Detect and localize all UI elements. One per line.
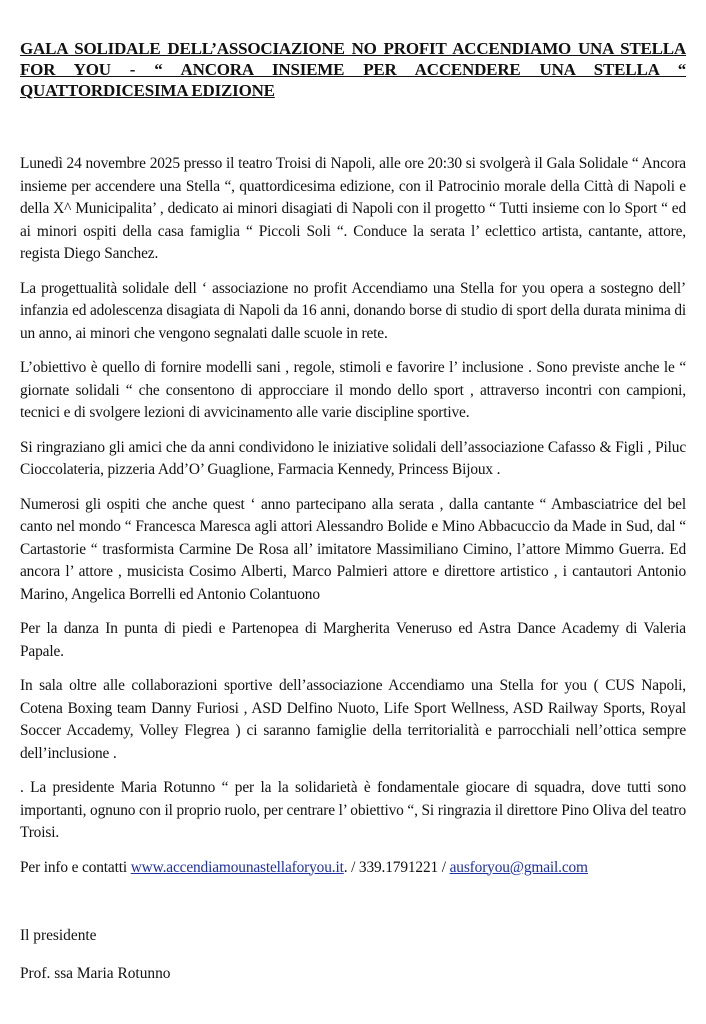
- paragraph-president-quote: . La presidente Maria Rotunno “ per la la solidarietà è fondamentale giocare di squadra, dove tutti sono importanti, ognuno con il proprio ruolo, per centrare l’ obiettivo “, Si ringrazia il direttore Pino Oliva del teatro Troisi.: [20, 779, 686, 841]
- paragraph-guests: Numerosi gli ospiti che anche quest ‘ anno partecipano alla serata , dalla cantante “ Ambasciatrice del bel canto nel mondo “ Francesca Maresca agli attori Alessandro Bolide e Mino Abbacuccio da Made in Sud, dal “ Cartastorie “ trasformista Carmine De Rosa all’ imitatore Massimiliano Cimino, l’attore Mimmo Guerra. Ed ancora l’ attore , musicista Cosimo Alberti, Marco Palmieri attore e direttore artistico , i cantautori Antonio Marino, Angelica Borrelli ed Antonio Colantuono: [20, 495, 686, 603]
- paragraph-sponsors-thanks: Si ringraziano gli amici che da anni condividono le iniziative solidali dell’associazione Cafasso & Figli , Piluc Cioccolateria, pizzeria Add’O’ Guaglione, Farmacia Kennedy, Princess Bijoux .: [20, 438, 686, 478]
- paragraph-association-mission: La progettualità solidale dell ‘ associazione no profit Accendiamo una Stella for you opera a sostegno dell’ infanzia ed adolescenza disagiata di Napoli da 16 anni, donando borse di studio di sport della durata minima di un anno, ai minori che vengono segnalati dalle scuole in rete.: [20, 279, 686, 342]
- paragraph-event-announcement: Lunedì 24 novembre 2025 presso il teatro Troisi di Napoli, alle ore 20:30 si svolgerà il Gala Solidale “ Ancora insieme per accendere una Stella “, quattordicesima edizione, con il Patrocinio morale della Città di Napoli e della X^ Municipalita’ , dedicato ai minori disagiati di Napoli con il progetto “ Tutti insieme con lo Sport “ ed ai minori ospiti della casa famiglia “ Piccoli Soli “. Conduce la serata l’ eclettico artista, cantante, attore, regista Diego Sanchez.: [20, 155, 686, 262]
- contact-phone: . / 339.1791221 /: [343, 858, 450, 876]
- signature-name: Prof. ssa Maria Rotunno: [20, 965, 171, 982]
- signature-role: Il presidente: [20, 927, 97, 944]
- document-title: GALA SOLIDALE DELL’ASSOCIAZIONE NO PROFIT ACCENDIAMO UNA STELLA FOR YOU - “ ANCORA INSIEME PER ACCENDERE UNA STELLA “ QUATTORDICESIMA EDIZIONE: [20, 39, 686, 100]
- paragraph-objectives: L’obiettivo è quello di fornire modelli sani , regole, stimoli e favorire l’ inclusione . Sono previste anche le “ giornate solidali “ che consentono di approcciare il mondo dello sport , attraverso incontri con campioni, tecnici e di svolgere lezioni di avvicinamento alle varie discipline sportive.: [20, 359, 686, 421]
- contact-line: [20, 857, 686, 880]
- contact-prefix: Per info e contatti: [20, 858, 131, 876]
- paragraph-dance: Per la danza In punta di piedi e Partenopea di Margherita Veneruso ed Astra Dance Academy di Valeria Papale.: [20, 620, 686, 660]
- press-release-document: [20, 38, 686, 985]
- website-link[interactable]: www.accendiamounastellaforyou.it: [130, 858, 344, 876]
- email-link[interactable]: ausforyou@gmail.com: [449, 858, 588, 876]
- paragraph-sports-collaborations: In sala oltre alle collaborazioni sportive dell’associazione Accendiamo una Stella for you ( CUS Napoli, Cotena Boxing team Danny Furiosi , ASD Delfino Nuoto, Life Sport Wellness, ASD Railway Sports, Royal Soccer Accademy, Volley Flegrea ) ci saranno famiglie della territorialità e parrocchiali nell’ottica sempre dell’inclusione .: [20, 677, 686, 762]
